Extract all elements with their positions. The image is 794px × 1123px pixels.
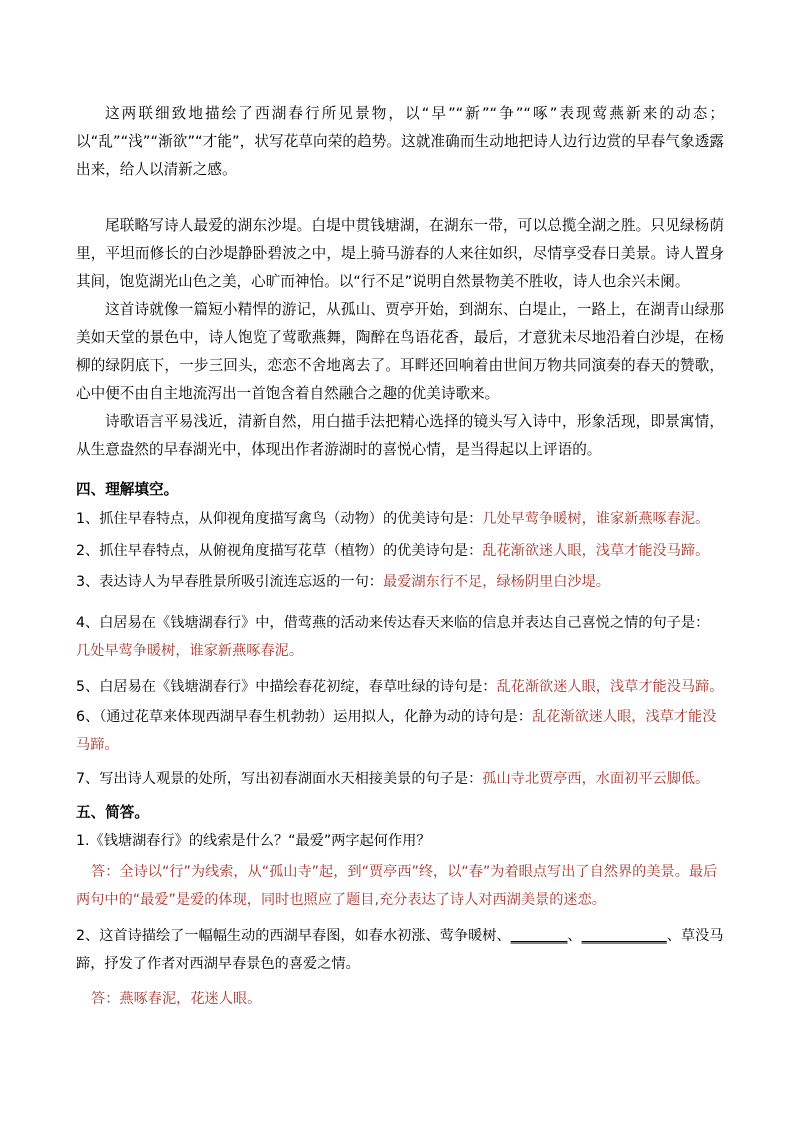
fill-item-4 [76,609,726,665]
fill-item-2 [76,537,726,565]
fill-item-1 [76,505,726,533]
section-heading-fill-in: 四、理解填空。 [76,481,179,498]
blank-line: ____________ [581,928,667,944]
answer-text: 孤山寺北贾亭西，水面初平云脚低。 [482,771,710,787]
paragraph-analysis-2: 尾联略写诗人最爱的湖东沙堤。白堤中贯钱塘湖，在湖东一带，可以总揽全湖之胜。只见绿杨荫里，平坦而修长的白沙堤静卧碧波之中，堤上骑马游春的人来往如织，尽情享受春日美景。诗人置身其间，饱览湖光山色之美，心旷而神怡。以“行不足”说明自然景物美不胜收，诗人也余兴未阑。 [76,217,724,290]
answer-text: 几处早莺争暖树，谁家新燕啄春泥。 [76,643,304,659]
separator-text: 、 [567,928,582,944]
question-text: 1、抓住早春特点，从仰视角度描写禽鸟（动物）的优美诗句是： [76,511,483,527]
question-text: 、草没马蹄，抒发了作者对西湖早春景色的喜爱之情。 [76,928,724,972]
question-text: 4、白居易在《钱塘湖春行》中，借莺燕的活动来传达春天来临的信息并表达自己喜悦之情的句子是： [76,615,710,631]
fill-item-6 [76,703,726,759]
short-answer-2: 答：燕啄春泥，花迷人眼。 [91,991,262,1007]
answer-text: 乱花渐欲迷人眼，浅草才能没马蹄。 [496,679,724,695]
question-text: 2、这首诗描绘了一幅幅生动的西湖早春图，如春水初涨、莺争暖树、 [76,928,511,944]
answer-text: 最爱湖东行不足，绿杨阴里白沙堤。 [382,574,610,590]
answer-text: 乱花渐欲迷人眼，浅草才能没马蹄。 [76,709,717,753]
short-question-1: 1.《钱塘湖春行》的线索是什么？“最爱”两字起何作用？ [76,833,431,849]
short-question-2 [76,922,726,978]
fill-item-5 [76,673,726,701]
question-text: 3、表达诗人为早春胜景所吸引流连忘返的一句： [76,574,383,590]
question-text: 2、抓住早春特点，从俯视角度描写花草（植物）的优美诗句是： [76,543,483,559]
question-text: 7、写出诗人观景的处所，写出初春湖面水天相接美景的句子是： [76,771,483,787]
paragraph-analysis-1: 这两联细致地描绘了西湖春行所见景物，以“早”“新”“争”“啄”表现莺燕新来的动态；以“乱”“浅”“渐欲”“才能”，状写花草向荣的趋势。这就准确而生动地把诗人边行边赏的早春气象透露出来，给人以清新之感。 [76,105,724,178]
question-text: 5、白居易在《钱塘湖春行》中描绘春花初绽，春草吐绿的诗句是： [76,679,497,695]
fill-item-3 [76,568,726,596]
paragraph-analysis-4: 诗歌语言平易浅近，清新自然，用白描手法把精心选择的镜头写入诗中，形象活现，即景寓情，从生意盎然的早春湖光中，体现出作者游湖时的喜悦心情，是当得起以上评语的。 [76,413,724,458]
answer-text: 乱花渐欲迷人眼，浅草才能没马蹄。 [482,543,710,559]
short-answer-1: 答：全诗以“行”为线索，从“孤山寺”起，到“贾亭西”终，以“春”为着眼点写出了自然界的美景。最后两句中的“最爱”是爱的体现，同时也照应了题目,充分表达了诗人对西湖美景的迷恋。 [76,864,718,908]
answer-text: 几处早莺争暖树，谁家新燕啄春泥。 [482,511,710,527]
section-heading-short-answer: 五、简答。 [76,804,149,821]
fill-item-7 [76,765,726,793]
question-text: 6、（通过花草来体现西湖早春生机勃勃）运用拟人，化静为动的诗句是： [76,709,532,725]
blank-line: ________ [510,928,568,944]
paragraph-analysis-3: 这首诗就像一篇短小精悍的游记，从孤山、贾亭开始，到湖东、白堤止，一路上，在湖青山绿那美如天堂的景色中，诗人饱览了莺歌燕舞，陶醉在鸟语花香，最后，才意犹未尽地沿着白沙堤，在杨柳的绿阴底下，一步三回头，恋恋不舍地离去了。耳畔还回响着由世间万物共同演奏的春天的赞歌，心中便不由自主地流泻出一首饱含着自然融合之趣的优美诗歌来。 [76,301,724,402]
